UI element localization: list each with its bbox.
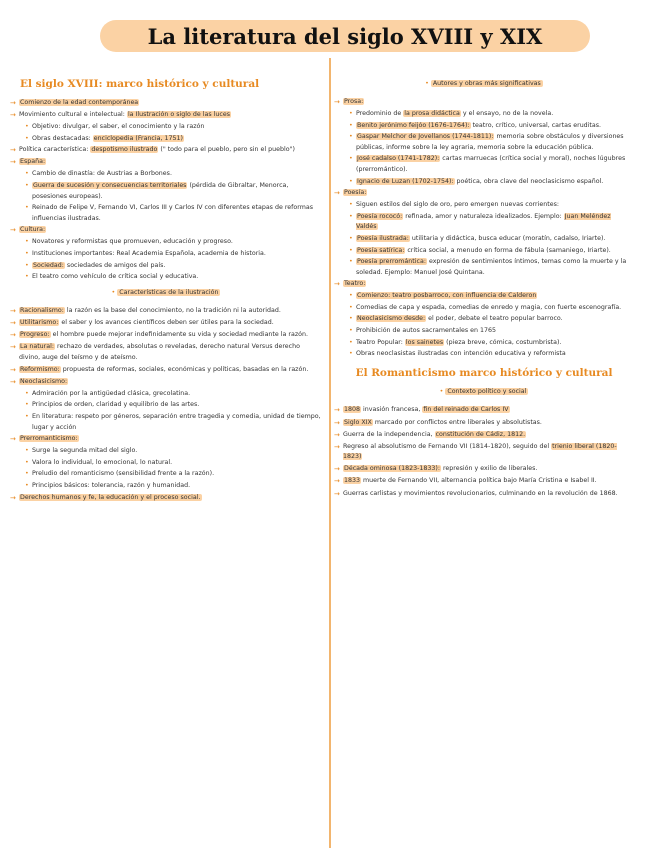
arrow-icon: → <box>10 318 16 327</box>
highlighted-text: Sociedad: <box>33 261 64 269</box>
bullet-icon: • <box>25 170 29 178</box>
list-item <box>10 434 322 445</box>
sub-list-item <box>334 338 634 349</box>
arrow-icon: → <box>10 158 16 167</box>
bullet-icon: • <box>25 273 29 281</box>
sub-list-item <box>334 132 634 153</box>
bullet-icon: • <box>349 201 353 209</box>
sub-list-item <box>334 246 634 257</box>
highlighted-text: Ignacio de Luzan (1702-1754): <box>357 177 454 185</box>
bullet-icon: • <box>349 133 353 141</box>
highlighted-text: los sainetes <box>405 338 444 346</box>
text-segment: Guerra de la independencia, <box>343 430 435 438</box>
bullet-icon: • <box>349 338 353 346</box>
highlighted-text: Progreso: <box>20 330 50 338</box>
list-item <box>334 418 634 429</box>
text-segment: teatro, crítico, universal, cartas eruditas. <box>470 121 602 129</box>
highlighted-text: enciclopedia (Francia, 1751) <box>93 134 183 142</box>
highlighted-text: Prerromanticismo: <box>20 435 78 443</box>
highlighted-text: Poesía satírica: <box>357 246 405 254</box>
subheading-autores-text: Autores y obras más significativas <box>432 80 541 87</box>
list-item <box>10 318 322 329</box>
text-segment: Preludio del romanticismo (sensibilidad frente a la razón). <box>32 470 215 478</box>
right-block-2 <box>334 405 634 499</box>
right-block-1 <box>334 97 634 360</box>
sub-list-item <box>334 257 634 278</box>
highlighted-text: Siglo XIX <box>344 418 372 426</box>
sub-list-item <box>10 412 322 433</box>
text-segment: Objetivo: divulgar, el saber, el conocimiento y la razón <box>32 123 205 131</box>
bullet-icon: • <box>349 246 353 254</box>
text-segment: Admiración por la antigüedad clásica, grecolatina. <box>32 389 191 397</box>
list-item <box>10 330 322 341</box>
arrow-icon: → <box>10 377 16 386</box>
sub-list-item <box>10 261 322 272</box>
list-item <box>10 493 322 504</box>
text-segment: Comedias de capa y espada, comedias de enredo y magia, con fuerte escenografía. <box>356 303 622 311</box>
bullet-icon: • <box>25 470 29 478</box>
highlighted-text: José cadalso (1741-1782): <box>357 155 440 163</box>
bullet-icon: • <box>25 458 29 466</box>
text-segment: Cambio de dinastía: de Austrias a Borbones. <box>32 170 172 178</box>
sub-list-item <box>10 446 322 457</box>
list-item <box>10 157 322 168</box>
left-block-1 <box>10 98 322 283</box>
arrow-icon: → <box>334 465 340 474</box>
text-segment: poética, obra clave del neoclasicismo español. <box>454 177 604 185</box>
bullet-icon: • <box>25 238 29 246</box>
arrow-icon: → <box>10 342 16 351</box>
list-item <box>334 489 634 500</box>
subheading-ilustracion-text: Características de la ilustración <box>119 288 219 296</box>
text-segment: (pérdida de Gibraltar, Menorca, posesiones europeas). <box>32 182 289 200</box>
bullet-icon: • <box>349 327 353 335</box>
highlighted-text: 1808 <box>344 406 361 414</box>
sub-list-item <box>334 349 634 360</box>
highlighted-text: fin del reinado de Carlos IV <box>423 406 509 414</box>
sub-list-item <box>10 249 322 260</box>
highlighted-text: Guerra de sucesión y consecuencias territoriales <box>33 182 187 190</box>
highlighted-text: Poesía rococó: <box>357 212 403 220</box>
text-segment: Política característica: <box>19 146 91 154</box>
text-segment: Obras destacadas: <box>32 134 93 142</box>
bullet-icon: • <box>349 234 353 242</box>
sub-list-item <box>334 303 634 314</box>
bullet-icon: • <box>349 315 353 323</box>
arrow-icon: → <box>10 365 16 374</box>
text-segment: Predominio de <box>356 110 404 118</box>
highlighted-text: Poesía: <box>344 189 367 197</box>
bullet-icon: • <box>349 155 353 163</box>
text-segment: y el ensayo, no de la novela. <box>460 110 554 118</box>
bullet-icon: • <box>25 401 29 409</box>
list-item <box>10 110 322 121</box>
arrow-icon: → <box>334 477 340 486</box>
bullet-icon: • <box>349 121 353 129</box>
list-item <box>10 377 322 388</box>
text-segment: crítica social, a menudo en forma de fábula (samaniego, Iriarte). <box>405 246 611 254</box>
bullet-icon: • <box>25 123 29 131</box>
text-segment: Valora lo individual, lo emocional, lo natural. <box>32 458 173 466</box>
sub-list-item <box>10 272 322 283</box>
bullet-icon: • <box>349 110 353 118</box>
list-item <box>334 188 634 199</box>
arrow-icon: → <box>334 98 340 106</box>
arrow-icon: → <box>334 280 340 289</box>
sub-list-item <box>10 134 322 145</box>
highlighted-text: Neoclasicismo desde: <box>357 315 426 323</box>
bullet-icon: • <box>349 177 353 185</box>
text-segment: rechazo de verdades, absolutas o reveladas, derecho natural Versus derecho divino, auge del teísmo y de ateísmo. <box>19 342 300 361</box>
bullet-icon: • <box>25 182 29 190</box>
arrow-icon: → <box>334 418 340 427</box>
left-block-2 <box>10 306 322 503</box>
text-segment: Novatores y reformistas que promueven, educación y progreso. <box>32 238 233 246</box>
text-segment: Principios básicos: tolerancia, razón y humanidad. <box>32 481 191 489</box>
text-segment: Regreso al absolutismo de Fernando VII (1814-1820), seguido del <box>343 442 552 450</box>
arrow-icon: → <box>334 189 340 198</box>
list-item <box>10 145 322 156</box>
arrow-icon: → <box>10 146 16 155</box>
highlighted-text: Teatro: <box>344 280 366 288</box>
text-segment: el hombre puede mejorar indefinidamente su vida y sociedad mediante la razón. <box>50 330 308 338</box>
arrow-icon: → <box>334 406 340 415</box>
text-segment: Obras neoclasistas ilustradas con intención educativa y reformista <box>356 350 566 358</box>
highlighted-text: trienio liberal (1820-1823) <box>343 442 617 461</box>
list-item <box>10 342 322 363</box>
highlighted-text: la prosa didáctica <box>404 110 460 118</box>
text-segment: Guerras carlistas y movimientos revolucionarios, culminando en la revolución de 1868. <box>343 489 618 497</box>
highlighted-text: España: <box>20 158 46 166</box>
sub-list-item <box>10 481 322 492</box>
highlighted-text: constitución de Cádiz, 1812. <box>435 430 526 438</box>
text-segment: sociedades de amigos del país. <box>64 261 166 269</box>
sub-list-item <box>10 469 322 480</box>
highlighted-text: Gaspar Melchor de Jovellanos (1744-1811): <box>357 133 494 141</box>
list-item <box>334 405 634 416</box>
sub-list-item <box>10 181 322 202</box>
sub-list-item <box>334 212 634 233</box>
arrow-icon: → <box>334 442 340 451</box>
highlighted-text: Benito jerónimo feijóo (1676-1764): <box>357 121 470 129</box>
arrow-icon: → <box>10 111 16 120</box>
text-segment: Movimiento cultural e intelectual: <box>19 111 127 119</box>
left-column <box>10 78 322 505</box>
sub-list-item <box>334 326 634 337</box>
bullet-icon: • <box>25 447 29 455</box>
bullet-icon: • <box>25 261 29 269</box>
text-segment: el saber y los avances científicos deben ser útiles para la sociedad. <box>59 318 274 326</box>
arrow-icon: → <box>10 99 16 107</box>
sub-list-item <box>334 291 634 302</box>
list-item <box>10 365 322 376</box>
bullet-icon: • <box>25 204 29 212</box>
sub-list-item <box>334 109 634 120</box>
column-divider <box>329 58 331 848</box>
sub-list-item <box>334 314 634 325</box>
text-segment: la razón es la base del conocimiento, no la tradición ni la autoridad. <box>64 306 281 314</box>
text-segment: refinada, amor y naturaleza idealizados. Ejemplo: <box>403 212 564 220</box>
highlighted-text: Década ominosa (1823-1833): <box>344 465 440 473</box>
bullet-icon: • <box>349 303 353 311</box>
bullet-icon: • <box>25 481 29 489</box>
list-item <box>334 464 634 475</box>
text-segment: expresión de sentimientos íntimos, temas como la muerte y la soledad. Ejemplo: Manuel José Quintana. <box>356 258 627 276</box>
bullet-icon: • <box>349 212 353 220</box>
text-segment: (pieza breve, cómica, costumbrista). <box>444 338 562 346</box>
text-segment: (" todo para el pueblo, pero sin el pueblo") <box>158 146 295 154</box>
highlighted-text: Poesía ilustrada: <box>357 234 409 242</box>
sub-list-item <box>334 154 634 175</box>
highlighted-text: La natural: <box>20 342 54 350</box>
arrow-icon: → <box>10 435 16 444</box>
right-column <box>334 80 634 501</box>
text-segment: el poder, debate el teatro popular barroco. <box>426 315 563 323</box>
arrow-icon: → <box>10 306 16 315</box>
sub-list-item <box>334 177 634 188</box>
bullet-icon: • <box>25 250 29 258</box>
arrow-icon: → <box>10 330 16 339</box>
bullet-icon: • <box>349 292 353 300</box>
bullet-icon: • <box>349 350 353 358</box>
highlighted-text: Neoclasicismo: <box>20 377 68 385</box>
subheading-ilustracion: • Características de la ilustración <box>111 288 219 296</box>
bullet-icon: • <box>25 134 29 142</box>
highlighted-text: la Ilustración o siglo de las luces <box>127 111 231 119</box>
sub-list-item <box>10 203 322 224</box>
bullet-icon: • <box>349 258 353 266</box>
sub-list-item <box>334 200 634 211</box>
text-segment: invasión francesa, <box>361 406 423 414</box>
sub-list-item <box>334 234 634 245</box>
bullet-icon: • <box>25 412 29 420</box>
subheading-contexto: • Contexto político y social <box>439 388 527 396</box>
arrow-icon: → <box>334 430 340 439</box>
highlighted-text: Prosa: <box>344 98 364 105</box>
sub-list-item <box>10 400 322 411</box>
highlighted-text: Poesía prerromántica: <box>357 258 426 266</box>
text-segment: Prohibición de autos sacramentales en 1765 <box>356 327 497 335</box>
list-item <box>10 98 322 109</box>
page-title: La literatura del siglo XVIII y XIX <box>147 23 543 49</box>
sub-list-item <box>10 237 322 248</box>
highlighted-text: despotismo ilustrado <box>91 146 158 154</box>
list-item <box>334 430 634 441</box>
highlighted-text: Juan Meléndez Valdés <box>356 212 611 231</box>
sub-list-item <box>334 121 634 132</box>
highlighted-text: Comienzo de la edad contemporánea <box>20 99 139 106</box>
arrow-icon: → <box>334 489 340 498</box>
text-segment: Siguen estilos del siglo de oro, pero emergen nuevas corrientes: <box>356 201 560 209</box>
text-segment: propuesta de reformas, sociales, económicas y políticas, basadas en la razón. <box>60 365 309 373</box>
highlighted-text: Cultura: <box>20 226 46 234</box>
text-segment: muerte de Fernando VII, alternancia política bajo María Cristina e Isabel II. <box>361 477 597 485</box>
sub-list-item <box>10 458 322 469</box>
section-heading-romanticismo: El Romanticismo marco histórico y cultural <box>355 366 613 379</box>
highlighted-text: Utilitarismo: <box>20 318 59 326</box>
highlighted-text: Racionalismo: <box>20 306 64 314</box>
text-segment: Surge la segunda mitad del siglo. <box>32 447 138 455</box>
subheading-autores: • Autores y obras más significativas <box>425 80 541 87</box>
list-item <box>334 279 634 290</box>
text-segment: Instituciones importantes: Real Academia Española, academia de historia. <box>32 250 266 258</box>
text-segment: utilitaria y didáctica, busca educar (moratín, cadalso, Iriarte). <box>409 234 606 242</box>
section-heading-xviii: El siglo XVIII: marco histórico y cultural <box>20 78 260 90</box>
list-item <box>10 306 322 317</box>
arrow-icon: → <box>10 493 16 502</box>
text-segment: marcado por conflictos entre liberales y absolutistas. <box>372 418 542 426</box>
text-segment: represión y exilio de liberales. <box>440 465 538 473</box>
highlighted-text: Comienzo: teatro posbarroco, con influencia de Calderon <box>357 292 537 300</box>
bullet-icon: • <box>25 389 29 397</box>
arrow-icon: → <box>10 226 16 235</box>
text-segment: En literatura: respeto por géneros, separación entre tragedia y comedia, unidad de tiempo, lugar y acción <box>32 412 321 431</box>
list-item <box>10 225 322 236</box>
sub-list-item <box>10 122 322 133</box>
list-item <box>334 97 634 108</box>
highlighted-text: Reformismo: <box>20 365 60 373</box>
subheading-contexto-text: Contexto político y social <box>447 388 527 396</box>
text-segment: memoria sobre obstáculos y diversiones públicas, informe sobre la ley agraria, memoria sobre la educación pública. <box>356 133 624 151</box>
text-segment: Principios de orden, claridad y equilibrio de las artes. <box>32 401 200 409</box>
list-item <box>334 442 634 463</box>
list-item <box>334 476 634 487</box>
text-segment: Reinado de Felipe V, Fernando VI, Carlos III y Carlos IV con diferentes etapas de reformas influencias ilustradas. <box>32 204 313 222</box>
sub-list-item <box>10 389 322 400</box>
text-segment: Teatro Popular: <box>356 338 405 346</box>
sub-list-item <box>10 169 322 180</box>
text-segment: El teatro como vehículo de crítica social y educativa. <box>32 273 199 281</box>
highlighted-text: 1833 <box>344 477 361 485</box>
highlighted-text: Derechos humanos y fe, la educación y el proceso social. <box>20 493 201 501</box>
text-segment: cartas marruecas (crítica social y moral), noches lúgubres (prerromántico). <box>356 155 626 173</box>
title-banner <box>100 20 590 52</box>
